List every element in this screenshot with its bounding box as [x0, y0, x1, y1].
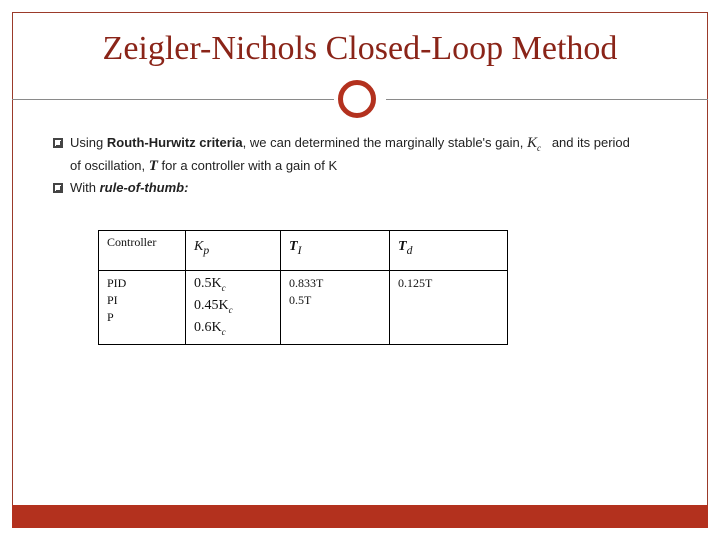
header-kp: $K_p$ — [186, 231, 281, 271]
header-td: $T_d$ — [390, 231, 508, 271]
checkbox-bullet-icon — [53, 183, 63, 193]
td-column: 0.125T — [390, 271, 508, 345]
ziegler-nichols-table — [98, 230, 508, 345]
table-row — [99, 271, 508, 345]
ti-column: 0.833T 0.5T — [281, 271, 390, 345]
decorative-ring-icon — [338, 80, 376, 118]
footer-bar — [12, 505, 708, 528]
bullet-routh-hurwitz: Using Routh-Hurwitz criteria, we can determined the marginally stable's gain, $K_c$ and its period of oscillation, T for a controller with a gain of K — [70, 135, 630, 174]
title-divider-left — [12, 99, 334, 100]
kp-column: $0.5K_c$ $0.45K_c$ $0.6K_c$ — [186, 271, 281, 345]
table-header-row — [99, 231, 508, 271]
checkbox-bullet-icon — [53, 138, 63, 148]
routh-hurwitz-term: Routh-Hurwitz criteria — [106, 135, 243, 150]
gain-symbol-kc: $K_c$ — [526, 135, 541, 153]
header-ti: $T_I$ — [281, 231, 390, 271]
period-symbol-t: T — [148, 158, 158, 174]
controller-column: PID PI P — [99, 271, 186, 345]
slide-title: Zeigler-Nichols Closed-Loop Method — [102, 30, 618, 67]
header-controller: Controller — [99, 231, 186, 271]
bullet-rule-of-thumb: With rule-of-thumb: — [70, 180, 189, 195]
title-divider-right — [386, 99, 708, 100]
